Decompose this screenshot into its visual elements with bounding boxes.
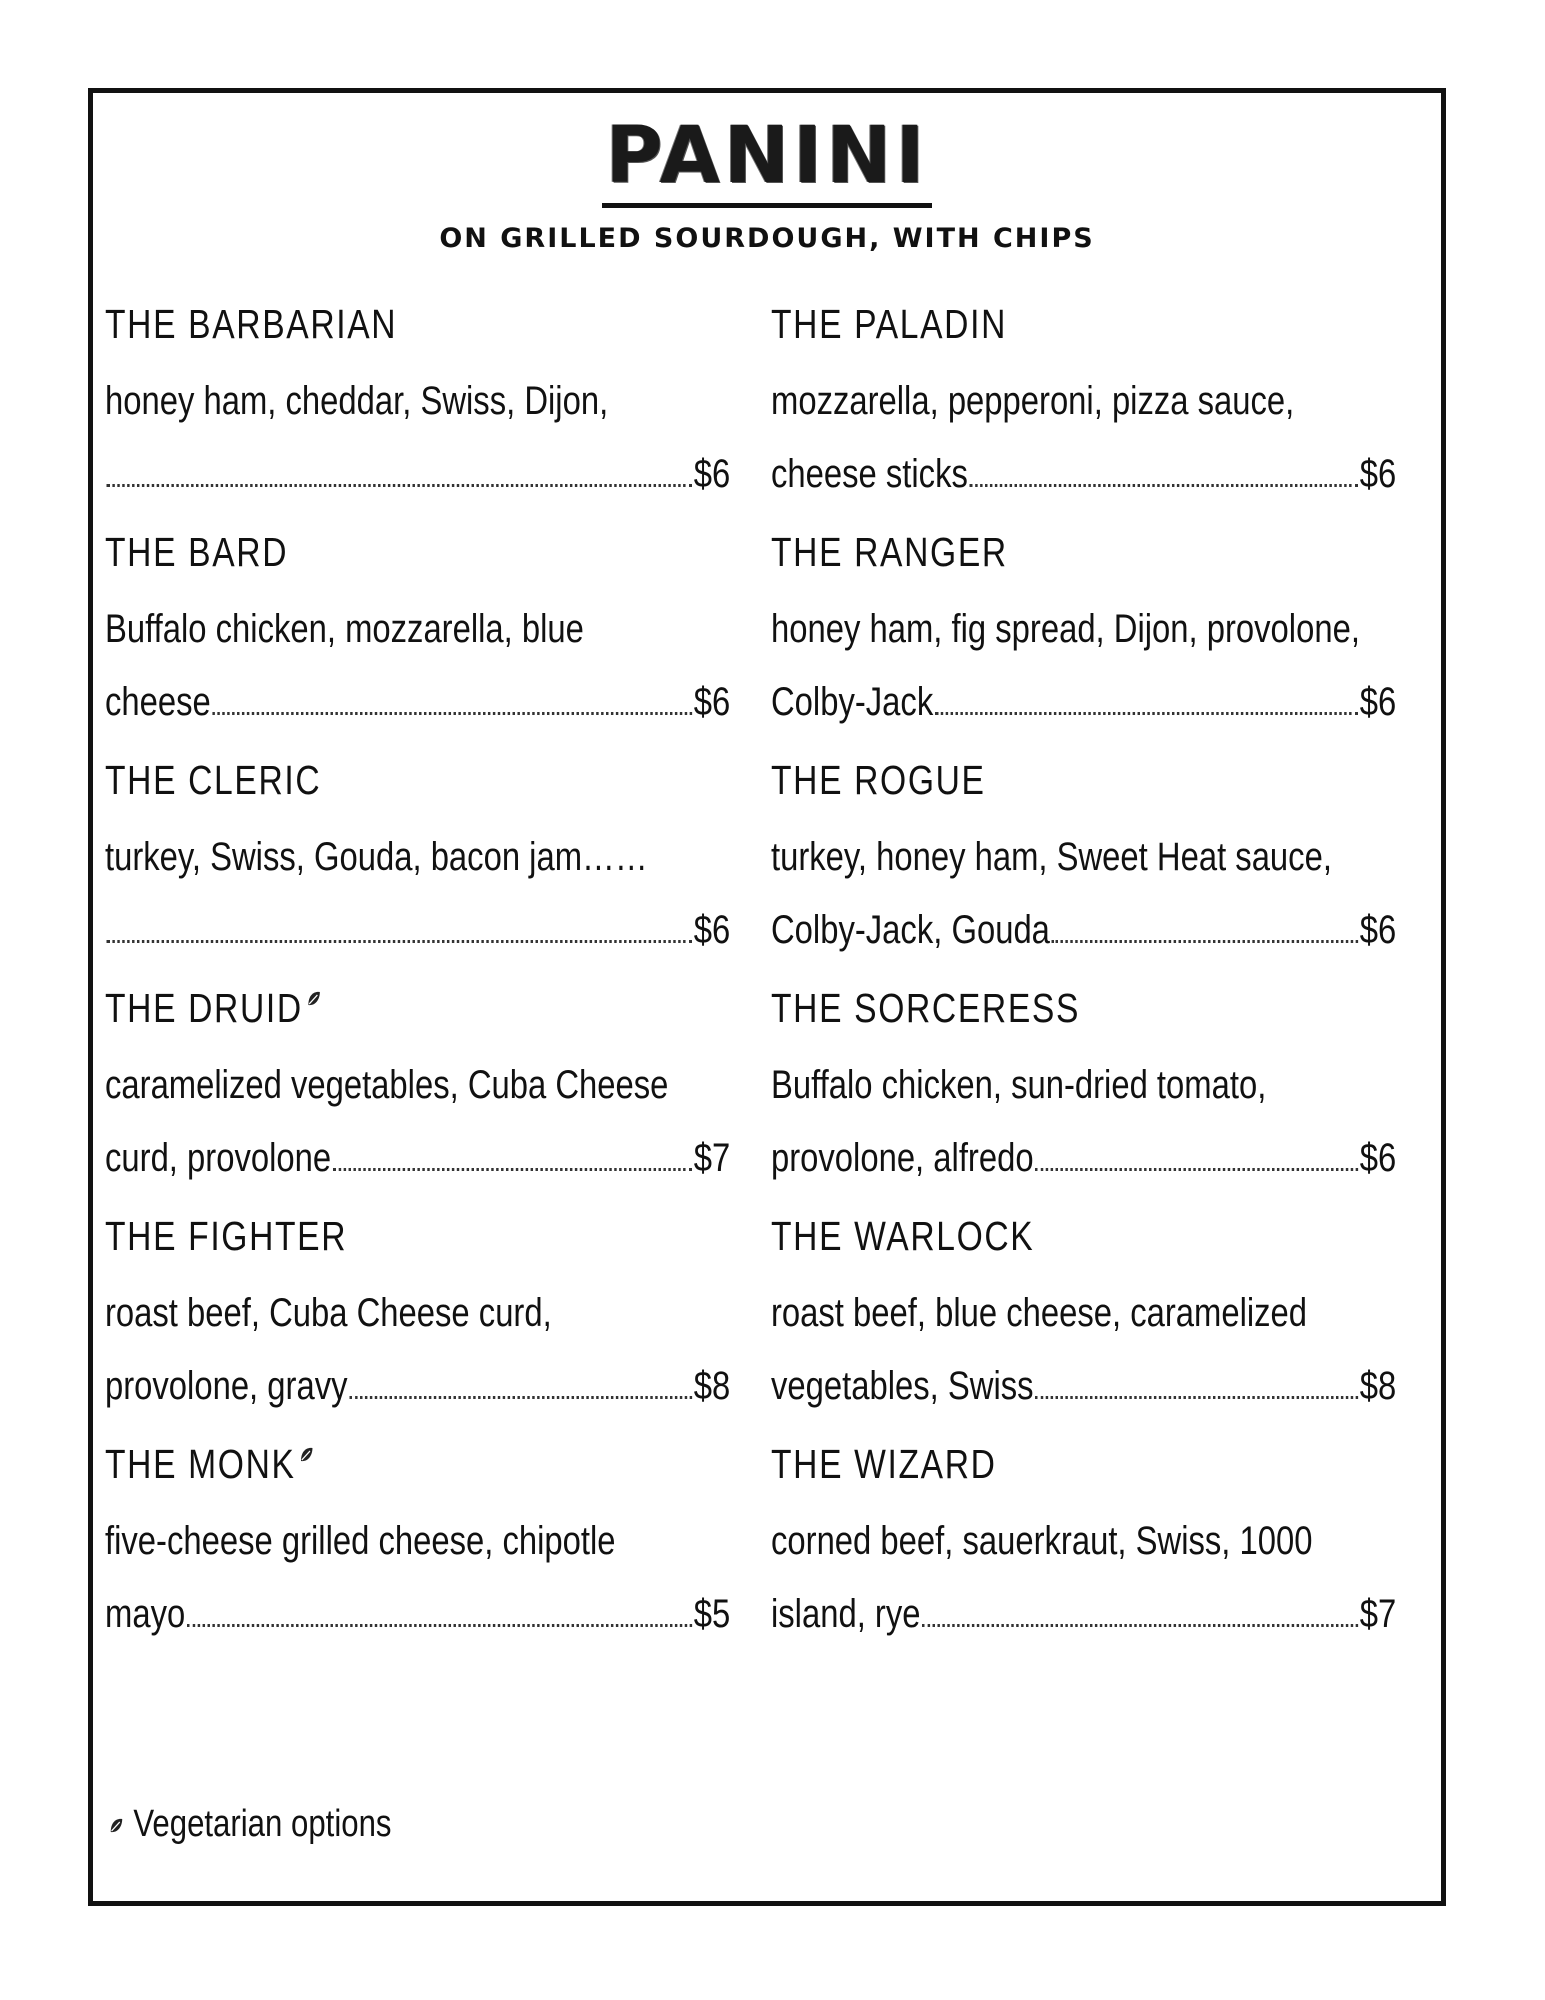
- item-name-text: THE ROGUE: [771, 757, 986, 803]
- item-name: [105, 1423, 618, 1505]
- item-name: [771, 967, 1284, 1049]
- item-price: $8: [1359, 1364, 1397, 1408]
- price-line: [105, 438, 730, 511]
- item-name-text: THE WARLOCK: [771, 1213, 1035, 1259]
- menu-item: [771, 1423, 1396, 1651]
- item-price: $7: [693, 1136, 731, 1180]
- dot-leader: [922, 1624, 1358, 1627]
- menu-frame: [88, 88, 1446, 1906]
- price-line: [105, 1578, 730, 1651]
- dot-leader: [333, 1168, 692, 1171]
- item-description: roast beef, blue cheese, caramelized: [771, 1291, 1308, 1335]
- item-description-continued: vegetables, Swiss: [771, 1364, 1034, 1408]
- item-description: honey ham, fig spread, Dijon, provolone,: [771, 607, 1360, 651]
- menu-item: [105, 967, 730, 1195]
- item-price: $6: [693, 452, 731, 496]
- item-description: Buffalo chicken, sun-dried tomato,: [771, 1063, 1267, 1107]
- item-name: [105, 511, 618, 593]
- item-name-text: THE RANGER: [771, 529, 1008, 575]
- dot-leader: [187, 1624, 692, 1627]
- price-line: [105, 1122, 730, 1195]
- price-line: [771, 1350, 1396, 1423]
- footnote-text: Vegetarian options: [133, 1803, 392, 1845]
- item-name: [105, 739, 618, 821]
- item-name-text: THE WIZARD: [771, 1441, 997, 1487]
- item-description: honey ham, cheddar, Swiss, Dijon,: [105, 379, 609, 423]
- price-line: [105, 1350, 730, 1423]
- dot-leader: [107, 484, 692, 487]
- item-description-continued: mayo: [105, 1592, 186, 1636]
- item-price: $6: [1359, 680, 1397, 724]
- right-column: [771, 283, 1396, 1651]
- item-description: roast beef, Cuba Cheese curd,: [105, 1291, 552, 1335]
- item-price: $6: [1359, 452, 1397, 496]
- item-description-continued: Colby-Jack: [771, 680, 934, 724]
- leaf-icon: [108, 1816, 124, 1836]
- item-description-continued: provolone, gravy: [105, 1364, 348, 1408]
- menu-subtitle: ON GRILLED SOURDOUGH, WITH CHIPS: [439, 223, 1095, 254]
- item-name-text: THE BARD: [105, 529, 289, 575]
- leaf-icon: [306, 989, 322, 1009]
- item-name: [771, 511, 1284, 593]
- dot-leader: [935, 712, 1358, 715]
- price-line: [105, 894, 730, 967]
- item-name-text: THE PALADIN: [771, 301, 1008, 347]
- item-name: [105, 1195, 618, 1277]
- item-description: corned beef, sauerkraut, Swiss, 1000: [771, 1519, 1313, 1563]
- price-line: [771, 1122, 1396, 1195]
- item-name: [771, 739, 1284, 821]
- dot-leader: [107, 940, 692, 943]
- item-price: $6: [1359, 908, 1397, 952]
- item-description-continued: cheese: [105, 680, 211, 724]
- left-column: [105, 283, 730, 1651]
- dot-leader: [1052, 940, 1359, 943]
- menu-item: [105, 283, 730, 511]
- item-name: [105, 283, 618, 365]
- item-description: caramelized vegetables, Cuba Cheese: [105, 1063, 669, 1107]
- item-name-text: THE SORCERESS: [771, 985, 1081, 1031]
- item-name: [771, 283, 1284, 365]
- menu-item: [771, 739, 1396, 967]
- item-name: [771, 1195, 1284, 1277]
- item-name-text: THE FIGHTER: [105, 1213, 348, 1259]
- dot-leader: [212, 712, 692, 715]
- item-description: mozzarella, pepperoni, pizza sauce,: [771, 379, 1295, 423]
- menu-item: [771, 511, 1396, 739]
- menu-item: [771, 1195, 1396, 1423]
- menu-item: [105, 1423, 730, 1651]
- item-name: [105, 967, 618, 1049]
- price-line: [771, 438, 1396, 511]
- vegetarian-footnote: [105, 1803, 391, 1846]
- item-description-continued: cheese sticks: [771, 452, 968, 496]
- menu-title: [93, 111, 1441, 208]
- item-name: [771, 1423, 1284, 1505]
- item-name-text: THE MONK: [105, 1441, 296, 1487]
- dot-leader: [1035, 1396, 1358, 1399]
- price-line: [771, 666, 1396, 739]
- item-price: $8: [693, 1364, 731, 1408]
- price-line: [105, 666, 730, 739]
- item-price: $6: [693, 680, 731, 724]
- price-line: [771, 1578, 1396, 1651]
- menu-item: [771, 283, 1396, 511]
- menu-item: [105, 511, 730, 739]
- item-description: turkey, honey ham, Sweet Heat sauce,: [771, 835, 1332, 879]
- item-price: $6: [693, 908, 731, 952]
- item-price: $7: [1359, 1592, 1397, 1636]
- item-price: $6: [1359, 1136, 1397, 1180]
- menu-item: [105, 739, 730, 967]
- menu-item: [771, 967, 1396, 1195]
- item-name-text: THE BARBARIAN: [105, 301, 398, 347]
- dot-leader: [1035, 1168, 1358, 1171]
- leaf-icon: [299, 1445, 315, 1465]
- price-line: [771, 894, 1396, 967]
- item-price: $5: [693, 1592, 731, 1636]
- item-description-continued: provolone, alfredo: [771, 1136, 1034, 1180]
- item-description-continued: curd, provolone: [105, 1136, 332, 1180]
- item-name-text: THE DRUID: [105, 985, 303, 1031]
- menu-item: [105, 1195, 730, 1423]
- item-name-text: THE CLERIC: [105, 757, 322, 803]
- dot-leader: [970, 484, 1359, 487]
- item-description: turkey, Swiss, Gouda, bacon jam……: [105, 835, 648, 879]
- menu-title-text: PANINI: [602, 111, 933, 208]
- item-description-continued: Colby-Jack, Gouda: [771, 908, 1050, 952]
- item-description: five-cheese grilled cheese, chipotle: [105, 1519, 616, 1563]
- item-description-continued: island, rye: [771, 1592, 921, 1636]
- dot-leader: [349, 1396, 692, 1399]
- item-description: Buffalo chicken, mozzarella, blue: [105, 607, 584, 651]
